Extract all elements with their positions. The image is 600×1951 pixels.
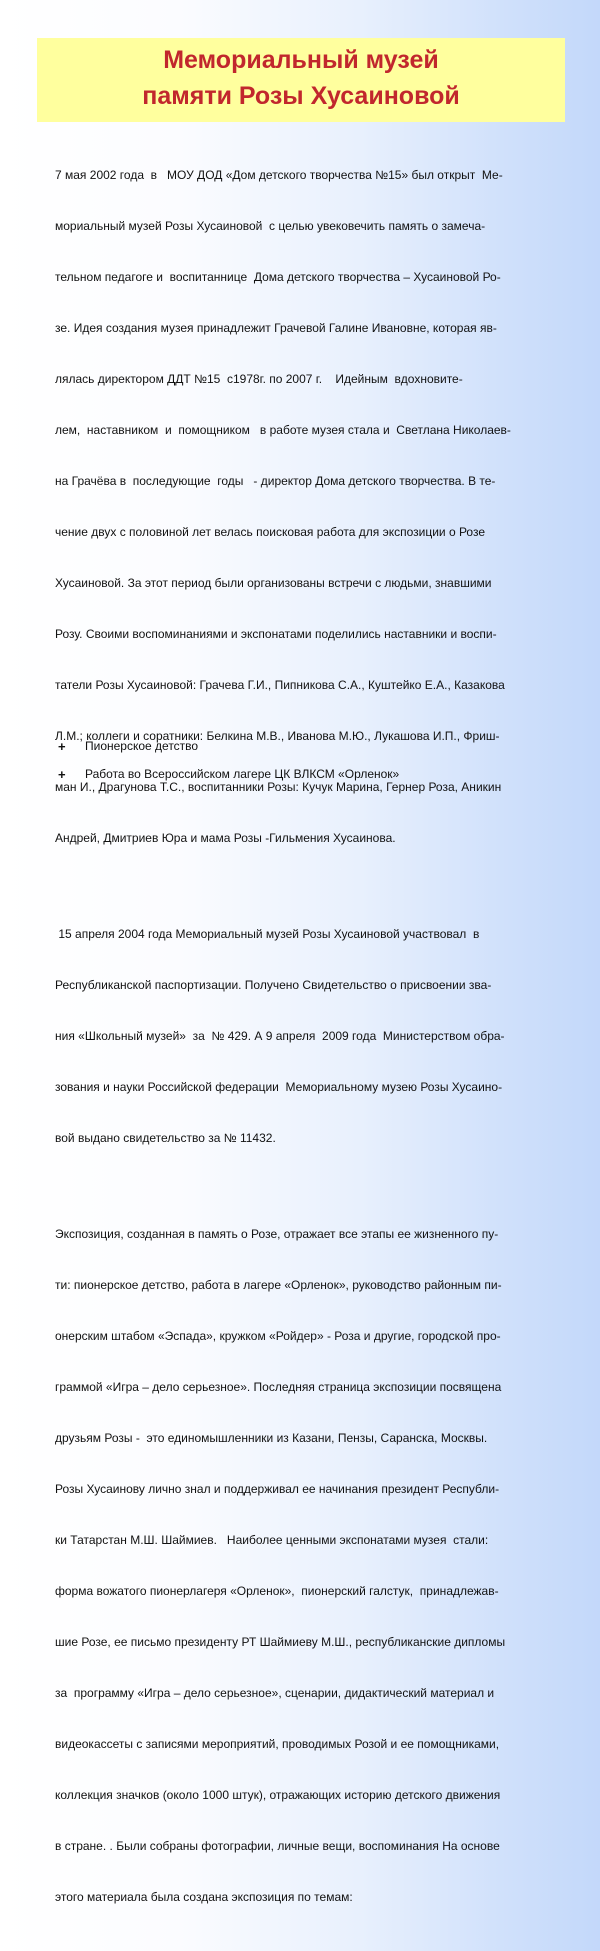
text-line: Экспозиция, созданная в память о Розе, отражает все этапы ее жизненного пу- [55, 1227, 499, 1241]
text-line: 7 мая 2002 года в МОУ ДОД «Дом детского творчества №15» был открыт Ме- [55, 168, 503, 182]
title-banner [37, 38, 565, 122]
text-line: чение двух с половиной лет велась поисковая работа для экспозиции о Розе [55, 525, 486, 539]
text-line: зования и науки Российской федерации Мемориальному музею Розы Хусаино- [55, 1080, 503, 1094]
list-item-text: Пионерское детство [85, 739, 199, 753]
text-line: на Грачёва в последующие годы - директор Дома детского творчества. В те- [55, 474, 496, 488]
text-line: вой выдано свидетельство за № 11432. [55, 1131, 276, 1145]
text-line: Республиканской паспортизации. Получено Свидетельство о присвоении зва- [55, 978, 492, 992]
text-line: в стране. . Были собраны фотографии, личные вещи, воспоминания На основе [55, 1839, 500, 1853]
text-line: этого материала была создана экспозиция по темам: [55, 1890, 353, 1904]
text-line: онерским штабом «Эспада», кружком «Ройдер» - Роза и другие, городской про- [55, 1329, 501, 1343]
text-line: видеокассеты с записями мероприятий, проводимых Розой и ее помощниками, [55, 1737, 500, 1751]
text-line: Хусаиновой. За этот период были организованы встречи с людьми, знавшими [55, 576, 492, 590]
text-line: ки Татарстан М.Ш. Шаймиев. Наиболее ценными экспонатами музея стали: [55, 1533, 489, 1547]
paragraph-certification [55, 892, 555, 1181]
text-line: Л.М.; коллеги и соратники: Белкина М.В., Иванова М.Ю., Лукашова И.П., Фриш- [55, 729, 500, 743]
text-line: за программу «Игра – дело серьезное», сценарии, дидактический материал и [55, 1686, 495, 1700]
paragraph-exposition [55, 1192, 555, 1940]
text-line: Розу. Своими воспоминаниями и экспонатами поделились наставники и воспи- [55, 627, 497, 641]
text-line: ния «Школьный музей» за № 429. А 9 апреля 2009 года Министерством обра- [55, 1029, 505, 1043]
text-line: лялась директором ДДТ №15 с1978г. по 2007 г. Идейным вдохновите- [55, 372, 463, 386]
text-line: ти: пионерское детство, работа в лагере «Орленок», руководство районным пи- [55, 1278, 502, 1292]
plus-bullet-icon: + [58, 739, 66, 754]
text-line: лем, наставником и помощником в работе музея стала и Светлана Николаев- [55, 423, 511, 437]
text-line: мориальный музей Розы Хусаиновой с целью увековечить память о замеча- [55, 219, 486, 233]
text-line: ман И., Драгунова Т.С., воспитанники Розы: Кучук Марина, Гернер Роза, Аникин [55, 780, 502, 794]
text-line: Андрей, Дмитриев Юра и мама Розы -Гильмения Хусаинова. [55, 831, 396, 845]
text-line: форма вожатого пионерлагеря «Орленок», пионерский галстук, принадлежав- [55, 1584, 499, 1598]
title-line-2: памяти Розы Хусаиновой [142, 82, 460, 110]
list-item-text: Работа во Всероссийском лагере ЦК ВЛКСМ «Орленок» [85, 767, 400, 781]
text-line: тельном педагоге и воспитаннице Дома детского творчества – Хусаиновой Ро- [55, 270, 501, 284]
topic-list [55, 738, 555, 794]
title-line-1: Мемориальный музей [163, 46, 439, 74]
text-line: 15 апреля 2004 года Мемориальный музей Розы Хусаиновой участвовал в [55, 927, 480, 941]
text-line: татели Розы Хусаиновой: Грачева Г.И., Пипникова С.А., Куштейко Е.А., Казакова [55, 678, 505, 692]
list-item [55, 738, 555, 755]
text-line: Розы Хусаинову лично знал и поддерживал ее начинания президент Республи- [55, 1482, 500, 1496]
text-line: граммой «Игра – дело серьезное». Последняя страница экспозиции посвящена [55, 1380, 502, 1394]
list-item [55, 766, 555, 783]
body-text [55, 133, 555, 1951]
text-line: зе. Идея создания музея принадлежит Грачевой Галине Ивановне, которая яв- [55, 321, 497, 335]
text-line: коллекция значков (около 1000 штук), отражающих историю детского движения [55, 1788, 501, 1802]
plus-bullet-icon: + [58, 767, 66, 782]
text-line: друзьям Розы - это единомышленники из Казани, Пензы, Саранска, Москвы. [55, 1431, 488, 1445]
text-line: шие Розе, ее письмо президенту РТ Шаймиеву М.Ш., республиканские дипломы [55, 1635, 506, 1649]
